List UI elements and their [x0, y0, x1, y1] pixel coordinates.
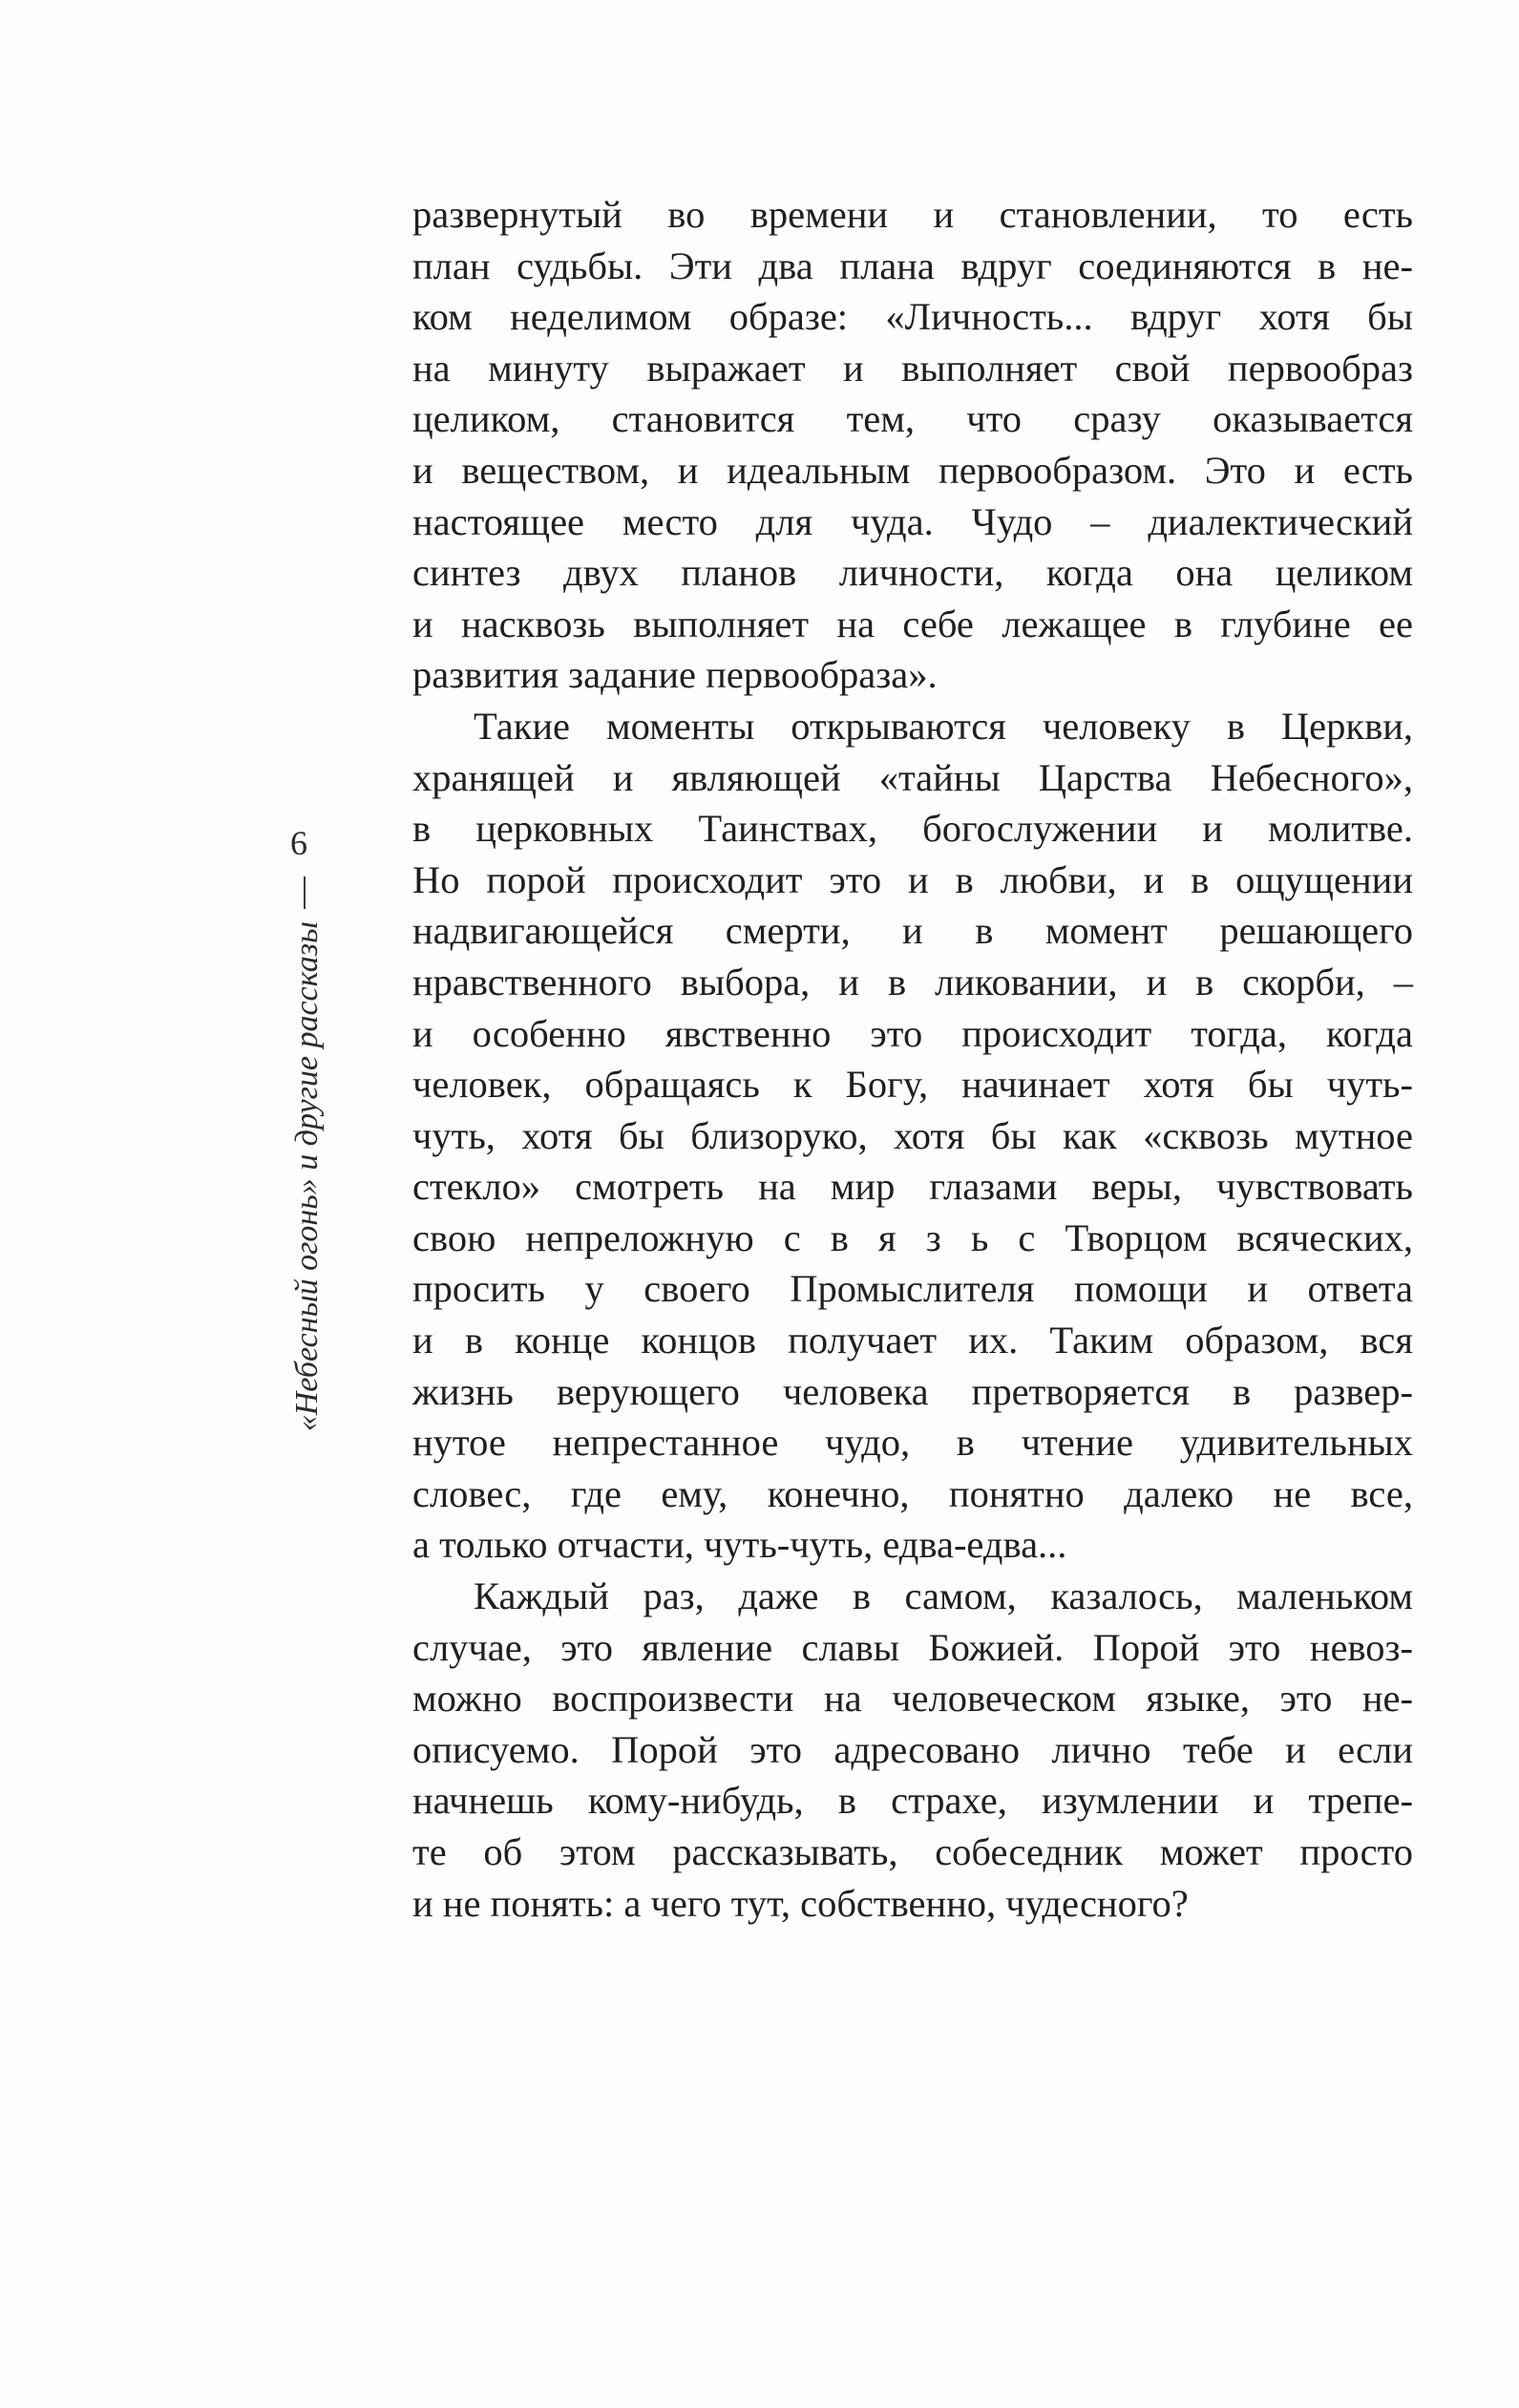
text-line: описуемо. Порой это адресовано лично тебе и если: [412, 1727, 1413, 1771]
paragraph-1: [412, 189, 1413, 701]
text-line: в церковных Таинствах, богослужении и молитве.: [412, 807, 1413, 851]
text-line: нравственного выбора, и в ликовании, и в скорби, –: [412, 960, 1413, 1003]
running-head: «Небесный огонь» и другие рассказы: [289, 921, 325, 1432]
text-line: Но порой происходит это и в любви, и в ощущении: [412, 857, 1413, 901]
text-line: чуть, хотя бы близоруко, хотя бы как «сквозь мутное: [412, 1113, 1413, 1157]
paragraph-2: [412, 701, 1413, 1571]
margin-rule: [304, 877, 306, 909]
text-line: нутое непрестанное чудо, в чтение удивительных: [412, 1421, 1413, 1465]
text-line: и в конце концов получает их. Таким образом, вся: [412, 1319, 1413, 1362]
text-line: жизнь верующего человека претворяется в развер-: [412, 1369, 1413, 1413]
text-line: и веществом, и идеальным первообразом. Это и есть: [412, 448, 1413, 492]
text-line: целиком, становится тем, что сразу оказывается: [412, 397, 1413, 441]
text-line: развернутый во времени и становлении, то есть: [412, 193, 1413, 236]
text-line: стекло» смотреть на мир глазами веры, чувствовать: [412, 1165, 1413, 1209]
text-line: на минуту выражает и выполняет свой первообраз: [412, 346, 1413, 390]
text-line: надвигающейся смерти, и в момент решающего: [412, 909, 1413, 953]
text-line: а только отчасти, чуть-чуть, едва-едва...: [412, 1523, 1067, 1567]
page-number: 6: [290, 824, 307, 862]
text-line: хранящей и являющей «тайны Царства Небесного»,: [412, 755, 1413, 799]
text-line: и не понять: а чего тут, собственно, чудесного?: [412, 1881, 1189, 1925]
text-line: настоящее место для чуда. Чудо – диалектический: [412, 499, 1413, 543]
text-line: начнешь кому-нибудь, в страхе, изумлении и трепе-: [412, 1779, 1413, 1823]
body-text: [412, 189, 1413, 1929]
text-line: Каждый раз, даже в самом, казалось, маленьком: [474, 1574, 1413, 1618]
text-line: ком неделимом образе: «Личность... вдруг хотя бы: [412, 295, 1413, 339]
text-line: синтез двух планов личности, когда она целиком: [412, 551, 1413, 595]
text-line: развития задание первообраза».: [412, 653, 938, 697]
text-line: можно воспроизвести на человеческом языке, это не-: [412, 1677, 1413, 1721]
text-line: просить у своего Промыслителя помощи и ответа: [412, 1267, 1413, 1311]
paragraph-3: [412, 1571, 1413, 1929]
text-line: и особенно явственно это происходит тогда, когда: [412, 1011, 1413, 1055]
text-line: те об этом рассказывать, собеседник может просто: [412, 1830, 1413, 1873]
text-line: случае, это явление славы Божией. Порой это невоз-: [412, 1625, 1413, 1669]
text-line: план судьбы. Эти два плана вдруг соединяются в не-: [412, 243, 1413, 287]
text-line: и насквозь выполняет на себе лежащее в глубине ее: [412, 602, 1413, 645]
text-line: Такие моменты открываются человеку в Церкви,: [474, 704, 1413, 748]
text-line: словес, где ему, конечно, понятно далеко не все,: [412, 1471, 1413, 1515]
text-line: свою непреложную с в я з ь с Творцом всяческих,: [412, 1215, 1413, 1259]
text-line: человек, обращаясь к Богу, начинает хотя бы чуть-: [412, 1063, 1413, 1107]
